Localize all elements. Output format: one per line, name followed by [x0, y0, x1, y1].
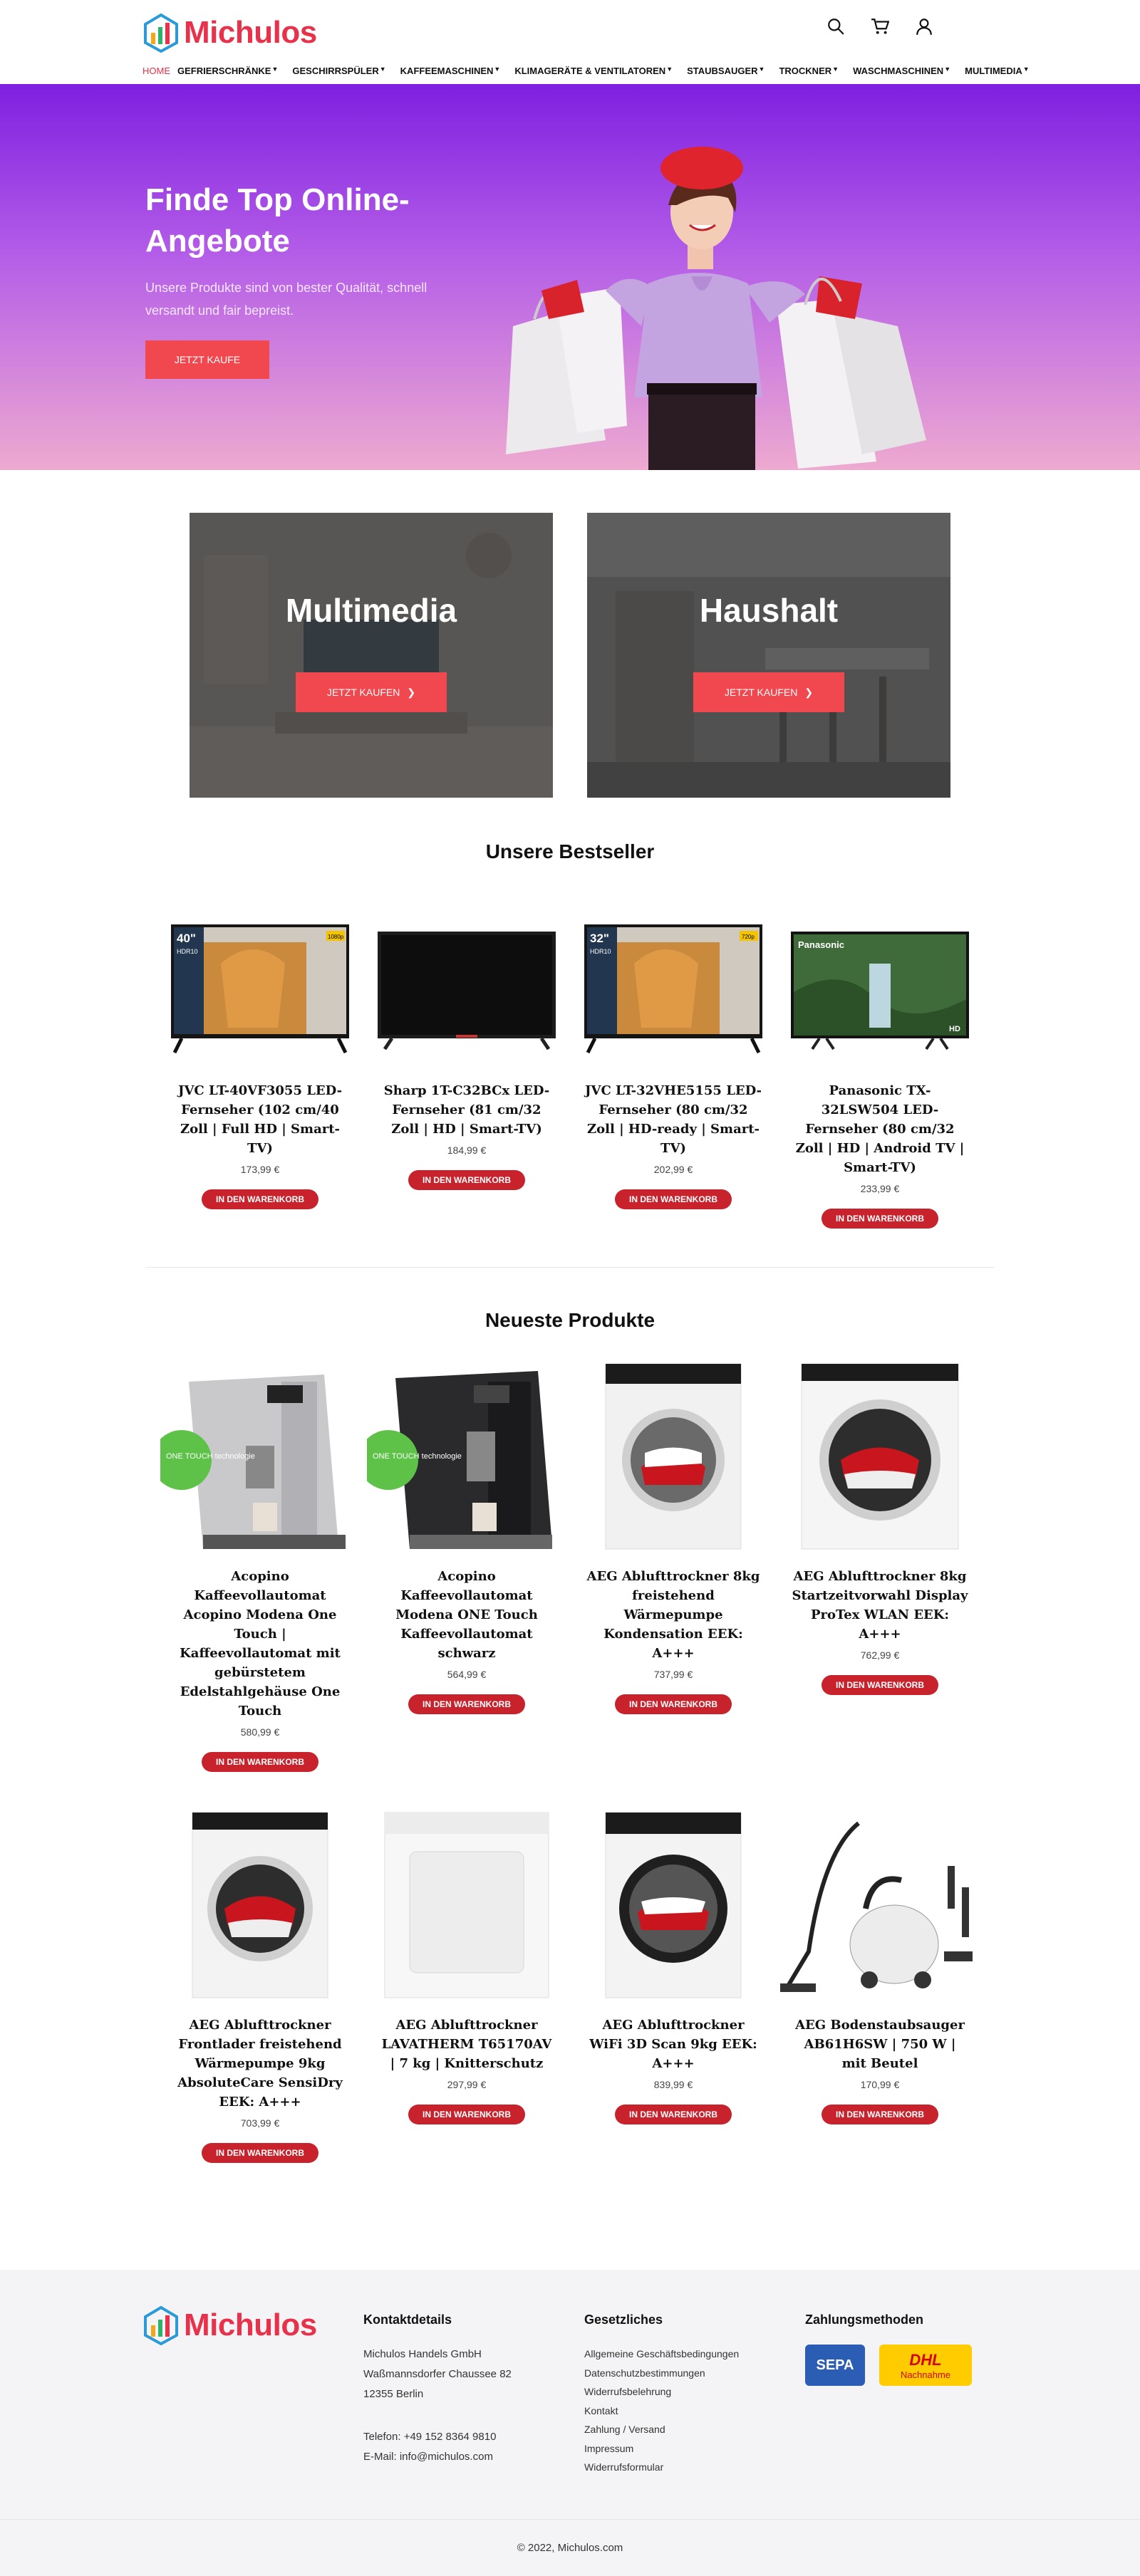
dryer-aeg-protex-image: [798, 1360, 962, 1553]
add-to-cart-button[interactable]: IN DEN WARENKORB: [822, 1209, 938, 1229]
caret-down-icon: ▼: [1022, 66, 1030, 73]
tv-jvc-32-image: [584, 921, 762, 1060]
caret-down-icon: ▼: [832, 66, 839, 73]
product-price: 233,99 €: [860, 1183, 900, 1194]
category-section: [0, 470, 1140, 840]
sepa-label: SEPA: [816, 2357, 854, 2373]
tv-hd-badge: HD: [949, 1024, 960, 1033]
nav-label: STAUBSAUGER: [687, 66, 758, 76]
product-name[interactable]: Acopino Kaffeevollautomat Acopino Modena One Touch | Kaffeevollautomat mit gebürstetem Edelstahlgehäuse One Touch: [180, 1569, 341, 1719]
one-touch-badge: ONE TOUCH technologie: [373, 1452, 462, 1461]
caret-down-icon: ▼: [494, 66, 501, 73]
footer-heading: Gesetzliches: [584, 2312, 663, 2327]
button-label: JETZT KAUFEN: [326, 687, 400, 698]
add-to-cart-button[interactable]: IN DEN WARENKORB: [822, 2105, 938, 2124]
product-name[interactable]: AEG Ablufttrockner LAVATHERM T65170AV | 7 kg | Knitterschutz: [381, 2018, 552, 2071]
brand-logo[interactable]: [142, 13, 317, 53]
dryer-aeg-8kg-image: [602, 1360, 745, 1553]
dryer-aeg-wifi-image: [602, 1809, 745, 2001]
footer-link-zahlung[interactable]: Zahlung / Versand: [584, 2424, 665, 2435]
product-card[interactable]: [570, 919, 777, 1229]
brand-name: Michulos: [184, 2308, 317, 2342]
category-title: Multimedia: [285, 592, 457, 629]
product-image: [570, 919, 777, 1061]
vacuum-cleaner-image: [780, 1809, 980, 2001]
tv-brand-label: Panasonic: [798, 939, 845, 950]
category-shop-button[interactable]: [296, 672, 447, 712]
newest-products-section: [0, 1268, 1140, 2163]
category-card-multimedia[interactable]: [190, 513, 553, 798]
category-shop-button[interactable]: [693, 672, 844, 712]
product-name[interactable]: JVC LT-40VF3055 LED-Fernseher (102 cm/40 Zoll | Full HD | Smart-TV): [177, 1083, 343, 1156]
product-name[interactable]: Sharp 1T-C32BCx LED-Fernseher (81 cm/32 Zoll | HD | Smart-TV): [383, 1083, 550, 1137]
footer-link-agb[interactable]: Allgemeine Geschäftsbedingungen: [584, 2348, 740, 2359]
cart-icon[interactable]: [871, 17, 889, 36]
section-title: Neueste Produkte: [484, 1309, 656, 1331]
chevron-right-icon: ❯: [407, 686, 416, 698]
dryer-aeg-9kg-image: [189, 1809, 331, 2001]
search-icon[interactable]: [826, 17, 845, 36]
product-name[interactable]: Acopino Kaffeevollautomat Modena ONE Touch Kaffeevollautomat schwarz: [395, 1569, 538, 1661]
product-card[interactable]: [363, 1360, 570, 1714]
spacer: [0, 2163, 1140, 2270]
account-icon[interactable]: [915, 17, 933, 36]
nav-item-multimedia[interactable]: [965, 66, 1037, 76]
shopping-woman-image: [499, 127, 940, 470]
logo-icon: [142, 13, 180, 53]
product-card[interactable]: [363, 919, 570, 1229]
nav-label: GESCHIRRSPÜLER: [292, 66, 379, 76]
category-card-haushalt[interactable]: [587, 513, 950, 798]
add-to-cart-button[interactable]: IN DEN WARENKORB: [202, 1752, 318, 1772]
nav-label: KAFFEEMASCHINEN: [400, 66, 494, 76]
product-image: [363, 1360, 570, 1553]
chevron-right-icon: ❯: [804, 686, 814, 698]
nav-item-geschirrspueler[interactable]: [292, 66, 393, 76]
product-card[interactable]: [777, 1809, 983, 2124]
product-price: 184,99 €: [447, 1144, 487, 1156]
product-price: 297,99 €: [447, 2079, 487, 2090]
category-overlay: [190, 513, 553, 798]
footer-payment: [805, 2312, 972, 2386]
footer-link-datenschutz[interactable]: Datenschutzbestimmungen: [584, 2367, 705, 2379]
caret-down-icon: ▼: [758, 66, 765, 73]
button-label: JETZT KAUFEN: [724, 687, 798, 698]
company-email[interactable]: E-Mail: info@michulos.com: [363, 2451, 493, 2463]
product-image: [570, 1360, 777, 1553]
nav-item-gefrierschraenke[interactable]: [177, 66, 285, 76]
product-price: 737,99 €: [653, 1669, 693, 1680]
dhl-label: DHL: [909, 2350, 942, 2369]
site-footer: [0, 2270, 1140, 2519]
product-card[interactable]: [157, 919, 363, 1229]
product-price: 202,99 €: [653, 1164, 693, 1175]
product-name[interactable]: AEG Bodenstaubsauger AB61H6SW | 750 W | mit Beutel: [795, 2018, 965, 2071]
company-street: Waßmannsdorfer Chaussee 82: [363, 2368, 512, 2380]
footer-link-kontakt[interactable]: Kontakt: [584, 2404, 618, 2416]
category-title: Haushalt: [699, 592, 839, 629]
footer-logo[interactable]: [142, 2305, 317, 2345]
product-image: [777, 1360, 983, 1553]
site-header: [0, 0, 1140, 84]
tv-hdr-label: HDR10: [590, 947, 611, 955]
add-to-cart-button[interactable]: IN DEN WARENKORB: [408, 2105, 525, 2124]
nav-label: WASCHMASCHINEN: [853, 66, 944, 76]
one-touch-badge: ONE TOUCH technologie: [166, 1452, 255, 1461]
coffee-machine-silver-image: [160, 1360, 360, 1553]
tv-panasonic-32-image: [791, 921, 969, 1060]
copyright-text: © 2022, Michulos.com: [517, 2542, 623, 2554]
product-price: 170,99 €: [860, 2079, 900, 2090]
product-card[interactable]: [363, 1809, 570, 2124]
footer-link-impressum[interactable]: Impressum: [584, 2442, 634, 2454]
add-to-cart-button[interactable]: IN DEN WARENKORB: [408, 1694, 525, 1714]
company-phone[interactable]: Telefon: +49 152 8364 9810: [363, 2431, 497, 2443]
product-image: [157, 1809, 363, 2001]
add-to-cart-button[interactable]: IN DEN WARENKORB: [202, 1189, 318, 1209]
product-image: [570, 1809, 777, 2001]
dhl-sub-label: Nachnahme: [900, 2369, 951, 2380]
main-nav: [142, 66, 1044, 76]
section-title: Unsere Bestseller: [485, 840, 655, 862]
tv-resolution-label: 720p: [742, 933, 755, 940]
nav-item-staubsauger[interactable]: [687, 66, 772, 76]
product-price: 839,99 €: [653, 2079, 693, 2090]
add-to-cart-button[interactable]: IN DEN WARENKORB: [615, 1694, 732, 1714]
footer-contact: [363, 2312, 512, 2467]
product-card[interactable]: [777, 919, 983, 1229]
bestseller-section: [0, 840, 1140, 1229]
product-image: [777, 1809, 983, 2001]
footer-heading: Kontaktdetails: [363, 2312, 452, 2327]
footer-legal: [584, 2312, 739, 2477]
logo-icon: [142, 2305, 180, 2345]
dryer-lavatherm-image: [381, 1809, 552, 2001]
product-card[interactable]: [157, 1360, 363, 1772]
product-image: [157, 1360, 363, 1553]
nav-item-kaffeemaschinen[interactable]: [400, 66, 508, 76]
tv-sharp-32-image: [378, 921, 556, 1060]
nav-label: TROCKNER: [779, 66, 832, 76]
tv-jvc-40-image: [171, 921, 349, 1060]
product-price: 703,99 €: [240, 2117, 280, 2129]
nav-item-klimageraete[interactable]: [514, 66, 680, 76]
product-card[interactable]: [157, 1809, 363, 2163]
product-image: [157, 919, 363, 1061]
nav-item-waschmaschinen[interactable]: [853, 66, 958, 76]
product-card[interactable]: [570, 1360, 777, 1714]
product-price: 762,99 €: [860, 1649, 900, 1661]
nav-label: MULTIMEDIA: [965, 66, 1022, 76]
brand-name: Michulos: [184, 15, 317, 50]
add-to-cart-button[interactable]: IN DEN WARENKORB: [822, 1675, 938, 1695]
coffee-machine-black-image: [367, 1360, 566, 1553]
nav-item-trockner[interactable]: [779, 66, 846, 76]
product-card[interactable]: [570, 1809, 777, 2124]
add-to-cart-button[interactable]: IN DEN WARENKORB: [202, 2143, 318, 2163]
product-name[interactable]: AEG Ablufttrockner 8kg Startzeitvorwahl Display ProTex WLAN EEK: A+++: [792, 1569, 968, 1642]
product-image: [777, 919, 983, 1061]
hero-shop-button[interactable]: JETZT KAUFE: [145, 340, 269, 379]
product-name[interactable]: JVC LT-32VHE5155 LED-Fernseher (80 cm/32 Zoll | HD-ready | Smart-TV): [584, 1083, 762, 1156]
footer-link-widerrufsbelehrung[interactable]: Widerrufsbelehrung: [584, 2386, 672, 2397]
product-image: [363, 1809, 570, 2001]
copyright-bar: [0, 2519, 1140, 2576]
add-to-cart-button[interactable]: IN DEN WARENKORB: [615, 1189, 732, 1209]
tv-hdr-label: HDR10: [177, 947, 198, 955]
footer-link-widerrufsformular[interactable]: Widerrufsformular: [584, 2461, 664, 2473]
product-name[interactable]: AEG Ablufttrockner Frontlader freistehend Wärmepumpe 9kg AbsoluteCare SensiDry EEK: A+++: [177, 2018, 343, 2110]
nav-label: GEFRIERSCHRÄNKE: [177, 66, 271, 76]
product-card[interactable]: [777, 1360, 983, 1695]
nav-label: KLIMAGERÄTE & VENTILATOREN: [514, 66, 666, 76]
product-price: 580,99 €: [240, 1726, 280, 1738]
tv-size-label: 40": [177, 931, 196, 945]
caret-down-icon: ▼: [944, 66, 951, 73]
tv-resolution-label: 1080p: [328, 933, 344, 940]
hero-title: Finde Top Online-Angebote: [145, 182, 410, 259]
add-to-cart-button[interactable]: IN DEN WARENKORB: [615, 2105, 732, 2124]
company-name: Michulos Handels GmbH: [363, 2348, 482, 2360]
dhl-logo: [879, 2345, 972, 2386]
tv-size-label: 32": [590, 931, 609, 945]
footer-heading: Zahlungsmethoden: [805, 2312, 923, 2327]
hero-text: Unsere Produkte sind von bester Qualität, schnell versandt und fair bepreist.: [145, 281, 428, 318]
product-name[interactable]: Panasonic TX-32LSW504 LED-Fernseher (80 cm/32 Zoll | HD | Android TV | Smart-TV): [795, 1083, 965, 1175]
caret-down-icon: ▼: [666, 66, 673, 73]
hero-banner: [0, 84, 1140, 470]
company-city: 12355 Berlin: [363, 2388, 424, 2400]
add-to-cart-button[interactable]: IN DEN WARENKORB: [408, 1170, 525, 1190]
product-price: 173,99 €: [240, 1164, 280, 1175]
product-name[interactable]: AEG Ablufttrockner 8kg freistehend Wärmepumpe Kondensation EEK: A+++: [586, 1569, 760, 1661]
caret-down-icon: ▼: [379, 66, 386, 73]
product-image: [363, 919, 570, 1061]
caret-down-icon: ▼: [271, 66, 279, 73]
product-price: 564,99 €: [447, 1669, 487, 1680]
product-name[interactable]: AEG Ablufttrockner WiFi 3D Scan 9kg EEK: A+++: [589, 2018, 757, 2071]
nav-item-home[interactable]: HOME: [142, 66, 170, 76]
sepa-logo: [805, 2345, 865, 2386]
category-overlay: [587, 513, 950, 798]
